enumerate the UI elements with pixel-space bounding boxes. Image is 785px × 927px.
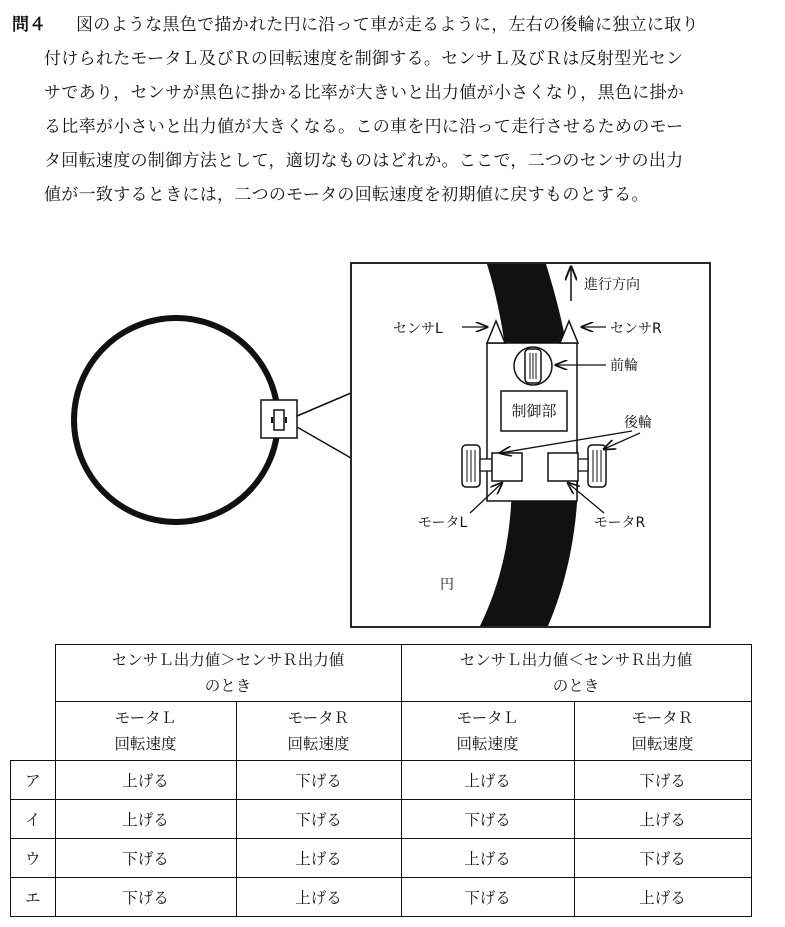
table-cell: 上げる bbox=[55, 761, 236, 800]
table-row bbox=[11, 878, 752, 917]
row-label: イ bbox=[11, 800, 56, 839]
front-wheel-label: 前輪 bbox=[610, 358, 638, 374]
table-cell: 下げる bbox=[236, 761, 401, 800]
table-cell: 下げる bbox=[55, 878, 236, 917]
table-cell: 上げる bbox=[574, 800, 751, 839]
table-cell: 下げる bbox=[55, 839, 236, 878]
controller-label: 制御部 bbox=[511, 402, 557, 420]
callout-line bbox=[297, 393, 351, 416]
motor-l-label: モータL bbox=[418, 515, 468, 531]
row-label: ウ bbox=[11, 839, 56, 878]
motor-l-box bbox=[492, 453, 522, 481]
table-cell: 下げる bbox=[236, 800, 401, 839]
table-cell: 下げる bbox=[401, 800, 574, 839]
track-figure bbox=[0, 255, 785, 635]
table-cell: 下げる bbox=[574, 761, 751, 800]
table-row bbox=[11, 800, 752, 839]
question-line: サであり，センサが黒色に掛かる比率が大きいと出力値が小さくなり，黒色に掛か bbox=[44, 83, 685, 103]
col-motor-r: モータＲ 回転速度 bbox=[574, 702, 751, 761]
question-line: 付けられたモータＬ及びＲの回転速度を制御する。センサＬ及びＲは反射型光セン bbox=[44, 49, 684, 69]
col-motor-l: モータＬ 回転速度 bbox=[55, 702, 236, 761]
sensor-l-label: センサL bbox=[393, 321, 443, 337]
question-line: 値が一致するときには，二つのモータの回転速度を初期値に戻すものとする。 bbox=[44, 185, 649, 205]
row-label: ア bbox=[11, 761, 56, 800]
question-line: 図のような黒色で描かれた円に沿って車が走るように，左右の後輪に独立に取り bbox=[76, 15, 699, 35]
rear-wheels-label: 後輪 bbox=[624, 415, 652, 431]
table-cell: 上げる bbox=[401, 839, 574, 878]
col-motor-r: モータＲ 回転速度 bbox=[236, 702, 401, 761]
motor-r-box bbox=[548, 453, 578, 481]
table-cell: 上げる bbox=[574, 878, 751, 917]
table-row bbox=[11, 761, 752, 800]
circle-track bbox=[74, 318, 278, 522]
group1-header: センサＬ出力値＞センサＲ出力値 のとき bbox=[55, 645, 401, 702]
circle-label: 円 bbox=[440, 577, 454, 593]
question-line: る比率が小さいと出力値が大きくなる。この車を円に沿って走行させるためのモー bbox=[44, 117, 684, 137]
table-cell: 上げる bbox=[236, 839, 401, 878]
question-line: タ回転速度の制御方法として，適切なものはどれか。ここで，二つのセンサの出力 bbox=[44, 151, 684, 171]
question-number: 問４ bbox=[12, 15, 46, 35]
table-cell: 下げる bbox=[574, 839, 751, 878]
table-cell: 下げる bbox=[401, 878, 574, 917]
zoom-box bbox=[261, 400, 297, 438]
motor-r-label: モータR bbox=[594, 515, 646, 531]
col-motor-l: モータＬ 回転速度 bbox=[401, 702, 574, 761]
table-cell: 上げる bbox=[401, 761, 574, 800]
group2-header: センサＬ出力値＜センサＲ出力値 のとき bbox=[401, 645, 751, 702]
table-cell: 上げる bbox=[55, 800, 236, 839]
direction-label: 進行方向 bbox=[584, 277, 640, 293]
row-label: エ bbox=[11, 878, 56, 917]
table-row bbox=[11, 839, 752, 878]
sensor-r-label: センサR bbox=[610, 321, 662, 337]
table-cell: 上げる bbox=[236, 878, 401, 917]
callout-line bbox=[297, 427, 351, 458]
choices-table bbox=[10, 644, 752, 917]
